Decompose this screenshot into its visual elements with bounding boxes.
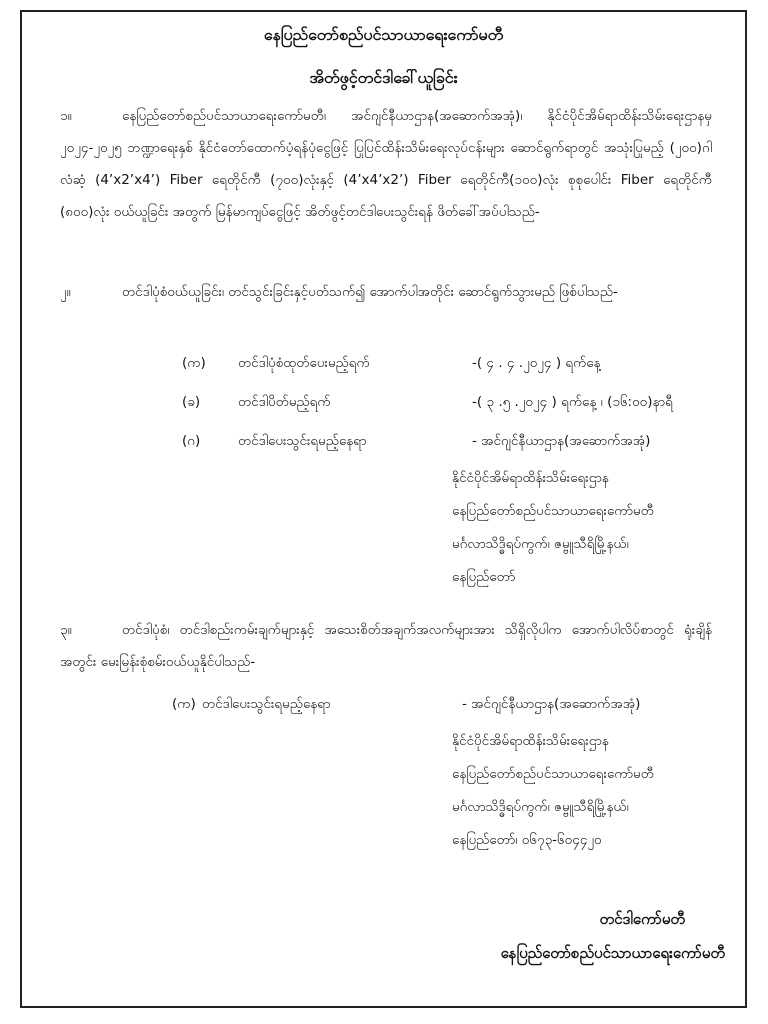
schedule-label: တင်ဒါပေးသွင်းရမည့်နေရာ [238, 433, 367, 449]
address-line: မင်္ဂလာသိဒ္ဓိရပ်ကွက်၊ ဇမ္ဗူသီရိမြို့နယ်၊ [452, 799, 629, 815]
address-line: နိုင်ငံပိုင်အိမ်ရာထိန်းသိမ်းရေးဌာန [452, 733, 609, 749]
paragraph-2 [60, 276, 712, 308]
paragraph-number: ၂။ [60, 284, 71, 300]
contact-label: တင်ဒါပေးသွင်းရမည့်နေရာ [202, 696, 331, 712]
schedule-label: တင်ဒါပုံစံထုတ်ပေးမည့်ရက် [238, 355, 370, 371]
schedule-key: (ဂ) [182, 433, 201, 449]
document-subtitle: အိတ်ဖွင့်တင်ဒါခေါ်ယူခြင်း [309, 68, 458, 87]
document-title: နေပြည်တော်စည်ပင်သာယာရေးကော်မတီ [263, 25, 504, 44]
contact-address [452, 725, 654, 857]
submission-address [452, 462, 654, 594]
schedule-label: တင်ဒါပိတ်မည့်ရက် [238, 394, 331, 410]
paragraph-number: ၁။ [60, 108, 72, 124]
address-line: နေပြည်တော် [452, 569, 516, 585]
paragraph-text: တင်ဒါပုံစံ၊ တင်ဒါစည်းကမ်းချက်များနှင့် အသေးစိတ်အချက်အလက်များအား သိရှိလိုပါက အောက်ပါလိပ်စာတွင် ရုံးချိန်အတွင်း မေးမြန်းစုံစမ်းဝယ်ယူနိုင်ပါသည်- [60, 622, 712, 670]
signature-committee: တင်ဒါကော်မတီ [599, 910, 685, 928]
paragraph-text: တင်ဒါပုံစံဝယ်ယူခြင်း၊ တင်သွင်းခြင်းနှင့်ပတ်သက်၍ အောက်ပါအတိုင်း ဆောင်ရွက်သွားမည် ဖြစ်ပါသည်- [122, 284, 618, 300]
address-line: နေပြည်တော်စည်ပင်သာယာရေးကော်မတီ [452, 766, 654, 782]
paragraph-1 [60, 100, 712, 228]
address-line: မင်္ဂလာသိဒ္ဓိရပ်ကွက်၊ ဇမ္ဗူသီရိမြို့နယ်၊ [452, 536, 629, 552]
contact-value: - အင်ဂျင်နီယာဌာန(အဆောက်အအုံ) [462, 696, 641, 712]
document-frame [20, 10, 747, 1008]
address-line: နေပြည်တော်စည်ပင်သာယာရေးကော်မတီ [452, 503, 654, 519]
schedule-key: (က) [182, 355, 206, 371]
paragraph-text: နေပြည်တော်စည်ပင်သာယာရေးကော်မတီ၊ အင်ဂျင်နီယာဌာန(အဆောက်အအုံ)၊ နိုင်ငံပိုင်အိမ်ရာထိန်းသိမ်းရေးဌာနမှ ၂၀၂၄-၂၀၂၅ ဘဏ္ဍာရေးနှစ် နိုင်ငံတော်ထောက်ပံ့ရန်ပုံငွေဖြင့် ပြုပြင်ထိန်းသိမ်းရေးလုပ်ငန်းများ ဆောင်ရွက်ရာတွင် အသုံးပြုမည့် (၂၀၀)ဂါလံဆံ့ (4’x2’x4’) Fiber ရေတိုင်ကီ (၇၀၀)လုံးနှင့် (4’x4’x2’) Fiber ရေတိုင်ကီ(၁၀၀)လုံး စုစုပေါင်း Fiber ရေတိုင်ကီ (၈၀၀)လုံး ဝယ်ယူခြင်း အတွက် မြန်မာကျပ်ငွေဖြင့် အိတ်ဖွင့်တင်ဒါပေးသွင်းရန် ဖိတ်ခေါ်အပ်ပါသည်- [60, 108, 712, 220]
schedule-key: (ခ) [182, 394, 201, 410]
paragraph-3 [60, 614, 712, 678]
schedule-value: -( ၄ . ၄ .၂၀၂၄ ) ရက်နေ့ [472, 355, 601, 371]
signature-organization: နေပြည်တော်စည်ပင်သာယာရေးကော်မတီ [500, 944, 725, 962]
paragraph-number: ၃။ [60, 622, 72, 638]
schedule-value: - အင်ဂျင်နီယာဌာန(အဆောက်အအုံ) [472, 433, 651, 449]
schedule-value: -( ၃ .၅ .၂၀၂၄ ) ရက်နေ့ ၊ (၁၆:၀၀)နာရီ [472, 394, 673, 410]
address-line: နိုင်ငံပိုင်အိမ်ရာထိန်းသိမ်းရေးဌာန [452, 470, 609, 486]
address-line: နေပြည်တော်၊ ၀၆၇၃-၆၀၄၄၂၀ [452, 832, 602, 848]
contact-key: (က) [172, 696, 196, 712]
